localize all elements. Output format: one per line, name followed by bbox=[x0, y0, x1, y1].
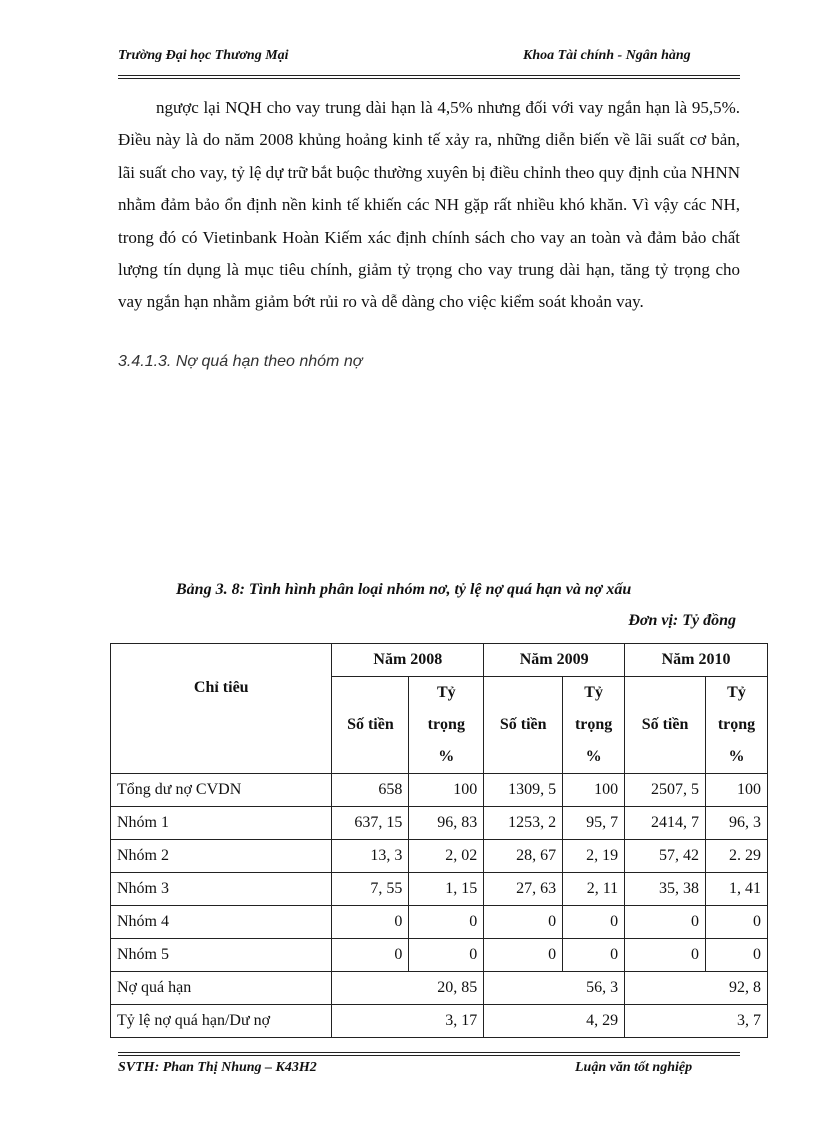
cell-value: 0 bbox=[484, 906, 563, 939]
cell-value: 2, 02 bbox=[409, 840, 484, 873]
subheader-amount: Số tiền bbox=[484, 677, 563, 774]
cell-value: 1, 15 bbox=[409, 873, 484, 906]
cell-value: 0 bbox=[563, 906, 625, 939]
table-row bbox=[111, 840, 768, 873]
cell-value: 3, 17 bbox=[332, 1005, 484, 1038]
header-year-2009: Năm 2009 bbox=[484, 644, 625, 677]
cell-value: 0 bbox=[705, 939, 767, 972]
cell-value: 56, 3 bbox=[484, 972, 625, 1005]
header-year-2008: Năm 2008 bbox=[332, 644, 484, 677]
table-row bbox=[111, 1005, 768, 1038]
cell-value: 1, 41 bbox=[705, 873, 767, 906]
cell-value: 2. 29 bbox=[705, 840, 767, 873]
cell-value: 0 bbox=[409, 906, 484, 939]
cell-value: 0 bbox=[705, 906, 767, 939]
table-row bbox=[111, 972, 768, 1005]
cell-value: 27, 63 bbox=[484, 873, 563, 906]
subheader-amount: Số tiền bbox=[332, 677, 409, 774]
header-chi-tieu: Chỉ tiêu bbox=[111, 644, 332, 774]
row-label: Nhóm 1 bbox=[111, 807, 332, 840]
cell-value: 28, 67 bbox=[484, 840, 563, 873]
table-row bbox=[111, 873, 768, 906]
cell-value: 96, 3 bbox=[705, 807, 767, 840]
table-title: Bảng 3. 8: Tình hình phân loại nhóm nơ, tỷ lệ nợ quá hạn và nợ xấu bbox=[176, 581, 632, 598]
table-row bbox=[111, 807, 768, 840]
cell-value: 3, 7 bbox=[625, 1005, 768, 1038]
table-unit: Đơn vị: Tỷ đồng bbox=[628, 612, 736, 629]
table-row bbox=[111, 774, 768, 807]
table-row bbox=[111, 939, 768, 972]
footer-student: SVTH: Phan Thị Nhung – K43H2 bbox=[118, 1060, 317, 1075]
cell-value: 57, 42 bbox=[625, 840, 706, 873]
cell-value: 1253, 2 bbox=[484, 807, 563, 840]
cell-value: 0 bbox=[625, 906, 706, 939]
footer-thesis: Luận văn tốt nghiệp bbox=[575, 1060, 693, 1075]
cell-value: 0 bbox=[409, 939, 484, 972]
cell-value: 637, 15 bbox=[332, 807, 409, 840]
paragraph-text: ngược lại NQH cho vay trung dài hạn là 4,5% nhưng đối với vay ngắn hạn là 95,5%. Điều này là do năm 2008 khủng hoảng kinh tế xảy ra, những diễn biến về lãi suất cơ bản, lãi suất cho vay, tỷ lệ dự trữ bắt buộc thường xuyên bị điều chỉnh theo quy định của NHNN nhằm đảm bảo ổn định nền kinh tế khiến các NH gặp rất nhiều khó khăn. Vì vậy các NH, trong đó có Vietinbank Hoàn Kiếm xác định chính sách cho vay an toàn và đảm bảo chất lượng tín dụng là mục tiêu chính, giảm tỷ trọng cho vay trung dài hạn, tăng tỷ trọng cho vay ngắn hạn nhằm giảm bớt rủi ro và dễ dàng cho việc kiểm soát khoản vay. bbox=[118, 98, 740, 312]
row-label: Nợ quá hạn bbox=[111, 972, 332, 1005]
cell-value: 658 bbox=[332, 774, 409, 807]
section-subheading: 3.4.1.3. Nợ quá hạn theo nhóm nợ bbox=[118, 353, 363, 370]
table-header-row bbox=[111, 644, 768, 677]
cell-value: 7, 55 bbox=[332, 873, 409, 906]
cell-value: 100 bbox=[705, 774, 767, 807]
subheader-ratio: Tỷ trọng % bbox=[409, 677, 484, 774]
cell-value: 100 bbox=[409, 774, 484, 807]
cell-value: 2, 19 bbox=[563, 840, 625, 873]
header-faculty: Khoa Tài chính - Ngân hàng bbox=[523, 48, 691, 63]
cell-value: 20, 85 bbox=[332, 972, 484, 1005]
cell-value: 0 bbox=[563, 939, 625, 972]
row-label: Tỷ lệ nợ quá hạn/Dư nợ bbox=[111, 1005, 332, 1038]
header-school: Trường Đại học Thương Mại bbox=[118, 48, 289, 63]
footer-rule bbox=[118, 1052, 740, 1056]
cell-value: 0 bbox=[332, 906, 409, 939]
cell-value: 2, 11 bbox=[563, 873, 625, 906]
cell-value: 0 bbox=[625, 939, 706, 972]
cell-value: 0 bbox=[332, 939, 409, 972]
cell-value: 13, 3 bbox=[332, 840, 409, 873]
cell-value: 2507, 5 bbox=[625, 774, 706, 807]
cell-value: 100 bbox=[563, 774, 625, 807]
cell-value: 95, 7 bbox=[563, 807, 625, 840]
cell-value: 35, 38 bbox=[625, 873, 706, 906]
debt-classification-table bbox=[110, 643, 768, 1038]
body-paragraph bbox=[118, 92, 740, 319]
cell-value: 0 bbox=[484, 939, 563, 972]
row-label: Tổng dư nợ CVDN bbox=[111, 774, 332, 807]
cell-value: 4, 29 bbox=[484, 1005, 625, 1038]
cell-value: 1309, 5 bbox=[484, 774, 563, 807]
cell-value: 2414, 7 bbox=[625, 807, 706, 840]
row-label: Nhóm 3 bbox=[111, 873, 332, 906]
cell-value: 92, 8 bbox=[625, 972, 768, 1005]
row-label: Nhóm 5 bbox=[111, 939, 332, 972]
table-row bbox=[111, 906, 768, 939]
header-rule bbox=[118, 75, 740, 79]
subheader-ratio: Tỷ trọng % bbox=[563, 677, 625, 774]
row-label: Nhóm 2 bbox=[111, 840, 332, 873]
subheader-ratio: Tỷ trọng % bbox=[705, 677, 767, 774]
subheader-amount: Số tiền bbox=[625, 677, 706, 774]
row-label: Nhóm 4 bbox=[111, 906, 332, 939]
cell-value: 96, 83 bbox=[409, 807, 484, 840]
header-year-2010: Năm 2010 bbox=[625, 644, 768, 677]
